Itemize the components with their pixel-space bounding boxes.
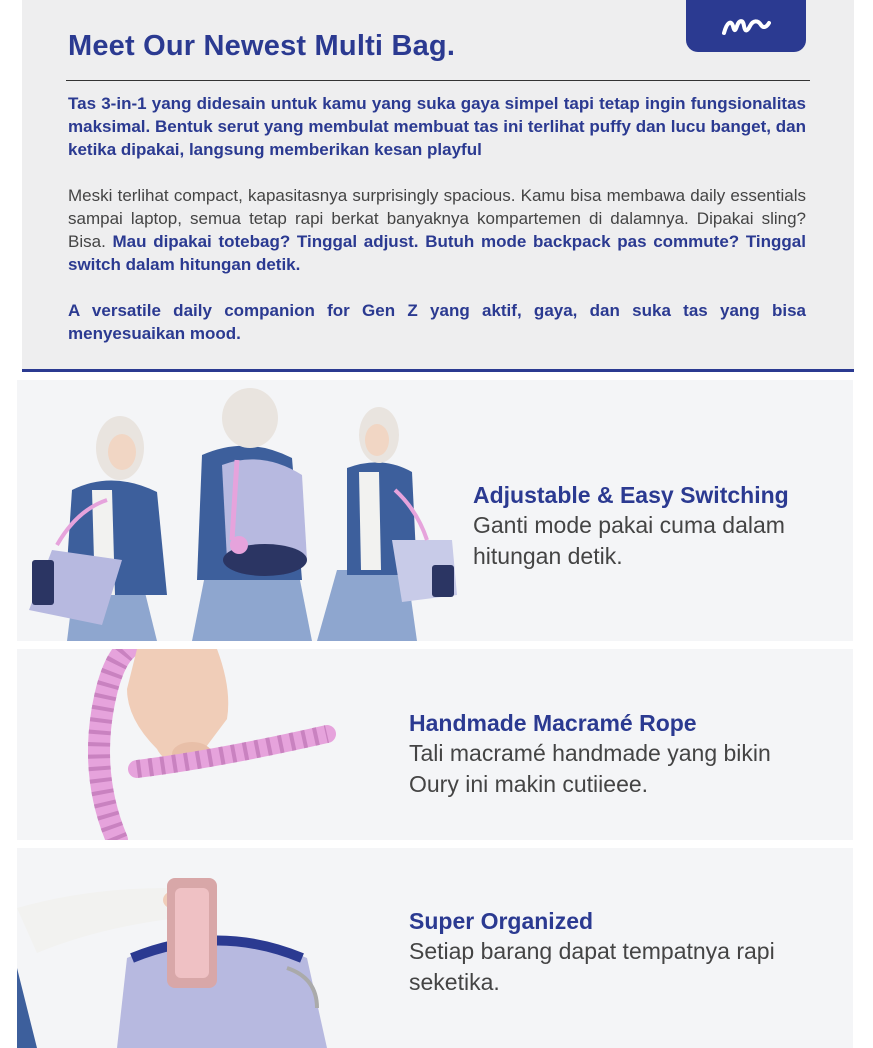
title-divider bbox=[66, 80, 810, 81]
feature-card-organized bbox=[17, 848, 853, 1048]
model-right-figure bbox=[317, 407, 457, 641]
intro-paragraph-2-highlight: Mau dipakai totebag? Tinggal adjust. Butuh mode backpack pas commute? Tinggal switch dalam hitungan detik. bbox=[68, 232, 806, 274]
intro-paragraph-1: Tas 3-in-1 yang didesain untuk kamu yang suka gaya simpel tapi tetap ingin fungsionalitas maksimal. Bentuk serut yang membulat membuat tas ini terlihat puffy dan lucu banget, dan ketika dipakai, langsung memberikan kesan playful bbox=[68, 94, 806, 159]
feature-desc-macrame: Tali macramé handmade yang bikin Oury ini makin cutiieee. bbox=[409, 740, 771, 797]
feature-title-organized: Super Organized bbox=[409, 908, 594, 934]
feature-title-macrame: Handmade Macramé Rope bbox=[409, 710, 697, 736]
bag-interior-image bbox=[17, 848, 397, 1048]
feature-card-adjustable bbox=[17, 380, 853, 641]
page-title: Meet Our Newest Multi Bag. bbox=[68, 30, 456, 62]
model-center-figure bbox=[192, 388, 312, 641]
feature-desc-organized: Setiap barang dapat tempatnya rapi seketika. bbox=[409, 938, 775, 995]
feature-desc-adjustable: Ganti mode pakai cuma dalam hitungan detik. bbox=[473, 512, 785, 569]
feature-card-macrame bbox=[17, 649, 853, 840]
section-divider bbox=[22, 369, 854, 372]
intro-paragraph-2-regular: Meski terlihat compact, kapasitasnya surprisingly spacious. Kamu bisa membawa daily essentials sampai laptop, semua tetap rapi berkat banyaknya kompartemen di dalamnya. Dipakai sling? Bisa. bbox=[68, 186, 806, 251]
feature-title-adjustable: Adjustable & Easy Switching bbox=[473, 482, 789, 508]
intro-paragraph-2 bbox=[68, 184, 806, 276]
model-left-figure bbox=[29, 416, 167, 641]
models-wearing-bag-image bbox=[17, 380, 467, 641]
macrame-rope-image bbox=[17, 649, 397, 840]
intro-paragraph-3: A versatile daily companion for Gen Z yang aktif, gaya, dan suka tas yang bisa menyesuaikan mood. bbox=[68, 301, 806, 343]
